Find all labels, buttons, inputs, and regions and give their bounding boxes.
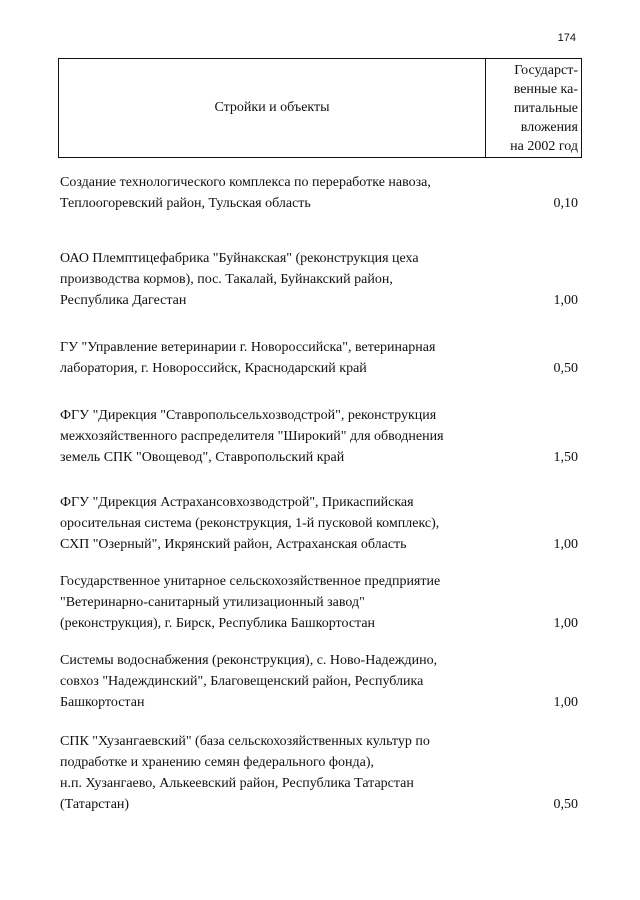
description-line: производства кормов), пос. Такалай, Буйнакский район, xyxy=(60,272,393,287)
object-description xyxy=(60,650,530,713)
description-line: лаборатория, г. Новороссийск, Краснодарский край xyxy=(60,361,367,376)
description-line: подработке и хранению семян федерального фонда), xyxy=(60,755,374,770)
description-line: Создание технологического комплекса по переработке навоза, xyxy=(60,175,431,190)
table-row xyxy=(60,571,580,634)
investment-value: 0,50 xyxy=(553,797,578,812)
object-description xyxy=(60,405,530,468)
description-line: ГУ "Управление ветеринарии г. Новороссийска", ветеринарная xyxy=(60,340,436,355)
description-line: (Татарстан) xyxy=(60,797,130,812)
description-line: Теплоогоревский район, Тульская область xyxy=(60,196,311,211)
description-line: совхоз "Надеждинский", Благовещенский район, Республика xyxy=(60,674,424,689)
description-line: СХП "Озерный", Икрянский район, Астраханская область xyxy=(60,537,407,552)
object-description xyxy=(60,492,530,555)
description-line: земель СПК "Овощевод", Ставропольский край xyxy=(60,450,345,465)
investment-header-line: Государст- xyxy=(514,62,578,78)
table-row xyxy=(60,172,580,214)
investment-value: 1,00 xyxy=(553,695,578,710)
object-description xyxy=(60,337,530,379)
description-line: ФГУ "Дирекция Астрахансовхозводстрой", Прикаспийская xyxy=(60,495,414,510)
object-description xyxy=(60,731,530,815)
description-line: межхозяйственного распределителя "Широкий" для обводнения xyxy=(60,429,444,444)
description-line: оросительная система (реконструкция, 1-й пусковой комплекс), xyxy=(60,516,440,531)
investment-value: 0,50 xyxy=(553,361,578,376)
table-row xyxy=(60,337,580,379)
investment-value: 1,00 xyxy=(553,537,578,552)
table-header xyxy=(58,58,582,158)
investment-header-line: питальные xyxy=(513,100,578,116)
description-line: Системы водоснабжения (реконструкция), с. Ново-Надеждино, xyxy=(60,653,438,668)
description-line: СПК "Хузангаевский" (база сельскохозяйственных культур по xyxy=(60,734,430,749)
investment-header-line: на 2002 год xyxy=(510,138,578,154)
description-line: ОАО Племптицефабрика "Буйнакская" (реконструкция цеха xyxy=(60,251,419,266)
construction-list xyxy=(60,172,580,815)
object-description xyxy=(60,248,530,311)
table-row xyxy=(60,650,580,713)
objects-column-header: Стройки и объекты xyxy=(214,100,330,115)
description-line: н.п. Хузангаево, Алькеевский район, Республика Татарстан xyxy=(60,776,414,791)
investment-value: 0,10 xyxy=(553,196,578,211)
description-line: Республика Дагестан xyxy=(60,293,187,308)
page-number: 174 xyxy=(557,32,576,44)
table-row xyxy=(60,248,580,311)
description-line: (реконструкция), г. Бирск, Республика Башкортостан xyxy=(60,616,376,631)
investment-value: 1,00 xyxy=(553,293,578,308)
description-line: "Ветеринарно-санитарный утилизационный завод" xyxy=(60,595,365,610)
description-line: Государственное унитарное сельскохозяйственное предприятие xyxy=(60,574,441,589)
description-line: ФГУ "Дирекция "Ставропольсельхозводстрой", реконструкция xyxy=(60,408,437,423)
investment-value: 1,00 xyxy=(553,616,578,631)
investment-header-line: венные ка- xyxy=(513,81,578,97)
object-description xyxy=(60,571,530,634)
investment-value: 1,50 xyxy=(553,450,578,465)
table-row xyxy=(60,405,580,468)
investment-column-header xyxy=(485,59,581,157)
object-description xyxy=(60,172,530,214)
description-line: Башкортостан xyxy=(60,695,145,710)
table-row xyxy=(60,731,580,815)
investment-header-line: вложения xyxy=(520,119,578,135)
table-row xyxy=(60,492,580,555)
